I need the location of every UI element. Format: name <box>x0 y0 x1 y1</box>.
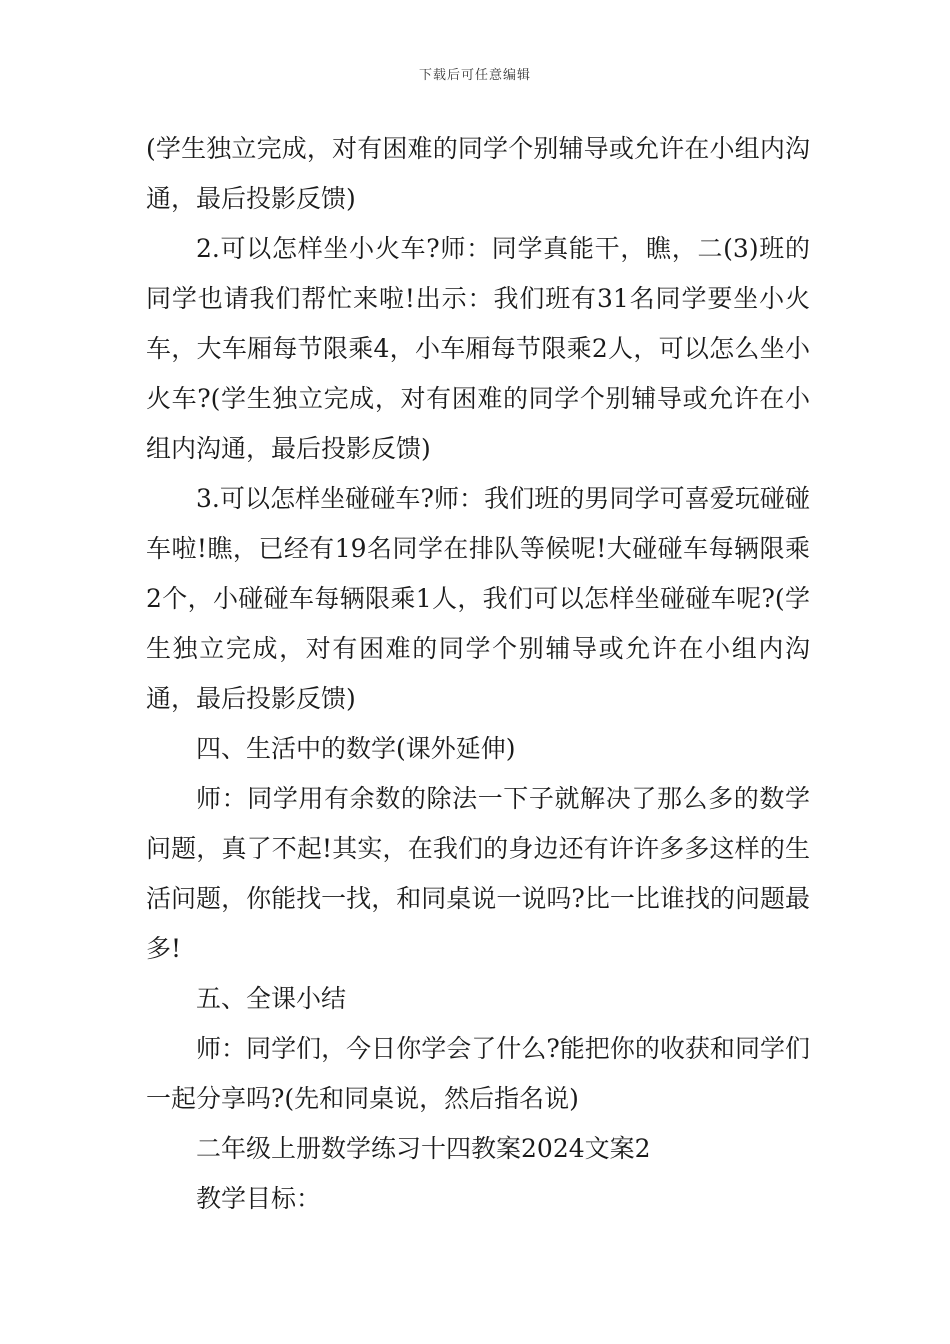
teaching-goals-heading: 教学目标： <box>196 1184 322 1213</box>
document-subtitle: 二年级上册数学练习十四教案2024文案2 <box>196 1134 651 1163</box>
paragraph-1: (学生独立完成，对有困难的同学个别辅导或允许在小组内沟通，最后投影反馈) <box>146 134 810 213</box>
page-header: 下载后可任意编辑 <box>418 68 531 83</box>
paragraph-7: 师：同学们，今日你学会了什么?能把你的收获和同学们一起分享吗?(先和同桌说，然后指名说) <box>146 1034 810 1113</box>
section-heading-4: 四、生活中的数学(课外延伸) <box>196 734 516 763</box>
section-heading-5: 五、全课小结 <box>196 984 347 1013</box>
paragraph-5: 师：同学用有余数的除法一下子就解决了那么多的数学问题，真了不起!其实，在我们的身边还有许许多多这样的生活问题，你能找一找，和同桌说一说吗?比一比谁找的问题最多! <box>146 784 810 963</box>
paragraph-3: 3.可以怎样坐碰碰车?师：我们班的男同学可喜爱玩碰碰车啦!瞧，已经有19名同学在排队等候呢!大碰碰车每辆限乘2个，小碰碰车每辆限乘1人，我们可以怎样坐碰碰车呢?(学生独立完成，对有困难的同学个别辅导或允许在小组内沟通，最后投影反馈) <box>146 484 810 713</box>
paragraph-2: 2.可以怎样坐小火车?师：同学真能干，瞧，二(3)班的同学也请我们帮忙来啦!出示：我们班有31名同学要坐小火车，大车厢每节限乘4，小车厢每节限乘2人，可以怎么坐小火车?(学生独立完成，对有困难的同学个别辅导或允许在小组内沟通，最后投影反馈) <box>146 234 810 463</box>
document-body <box>146 124 810 1224</box>
